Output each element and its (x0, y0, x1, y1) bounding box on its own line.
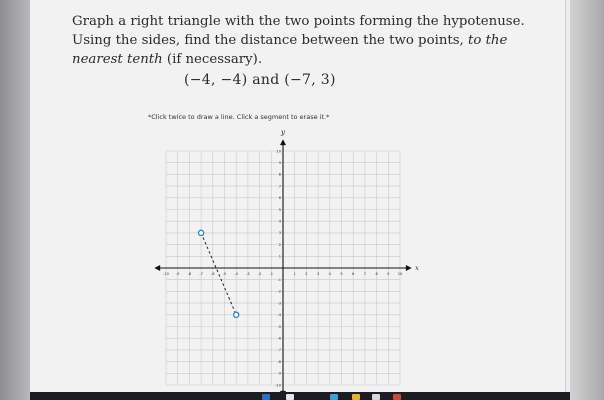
question-card (30, 0, 566, 392)
y-tick-label: 10 (276, 149, 281, 154)
coordinate-graph[interactable] (126, 126, 419, 392)
y-tick-label: 5 (278, 207, 281, 212)
x-tick-label: 5 (340, 272, 343, 276)
y-tick-label: 7 (278, 184, 281, 189)
taskbar-app-icon[interactable] (286, 394, 294, 400)
y-tick-label: -9 (277, 371, 281, 376)
monitor-right-bezel (570, 0, 604, 400)
x-tick-label: -2 (257, 272, 262, 276)
taskbar (30, 392, 570, 400)
x-tick-label: 3 (316, 272, 320, 276)
y-tick-label: 3 (278, 231, 281, 236)
x-tick-label: -8 (187, 272, 192, 276)
graph-instruction: *Click twice to draw a line. Click a segment to erase it.* (148, 113, 330, 121)
y-tick-label: 8 (278, 172, 281, 177)
y-tick-label: -10 (275, 383, 281, 388)
question-emphasis: to the nearest tenth (72, 33, 508, 67)
x-tick-label: 10 (397, 272, 403, 276)
question-text (72, 12, 552, 69)
question-part-1: Graph a right triangle with the two points forming the hypotenuse. Using the sides, find the distance between the two points, (72, 14, 525, 48)
plotted-point[interactable] (199, 230, 204, 235)
x-axis-label: x (415, 265, 419, 272)
x-tick-label: 9 (387, 272, 390, 276)
taskbar-app-icon[interactable] (393, 394, 401, 400)
x-tick-label: -6 (211, 272, 215, 276)
x-tick-label: -7 (199, 272, 203, 276)
x-axis-arrow-right (406, 265, 412, 271)
point-one: (−4, −4) (184, 72, 248, 88)
y-tick-label: -7 (277, 348, 281, 353)
y-tick-label: -4 (277, 313, 281, 318)
graph-canvas[interactable] (126, 126, 419, 392)
taskbar-app-icon[interactable] (352, 394, 360, 400)
x-tick-label: 8 (375, 272, 378, 276)
plotted-point[interactable] (234, 312, 239, 317)
y-tick-label: -2 (277, 289, 281, 294)
x-tick-label: -9 (175, 272, 180, 276)
y-tick-label: 2 (278, 242, 281, 247)
x-tick-label: -5 (222, 272, 227, 276)
taskbar-app-icon[interactable] (372, 394, 380, 400)
x-tick-label: -4 (234, 272, 238, 276)
y-tick-label: -3 (277, 301, 281, 306)
points-statement (184, 72, 336, 88)
taskbar-app-icon[interactable] (262, 394, 270, 400)
y-tick-label: -6 (277, 336, 281, 341)
y-tick-label: 1 (278, 254, 281, 259)
monitor-left-bezel (0, 0, 30, 400)
y-tick-label: 4 (278, 219, 281, 224)
question-part-3: (if necessary). (162, 52, 263, 67)
hypotenuse-segment[interactable] (201, 233, 236, 315)
y-tick-label: -8 (277, 359, 281, 364)
x-axis-arrow-left (154, 265, 160, 271)
x-tick-label: 4 (328, 272, 331, 276)
taskbar-app-icon[interactable] (330, 394, 338, 400)
point-two: (−7, 3) (284, 72, 336, 88)
screen (30, 0, 570, 392)
x-tick-label: 6 (352, 272, 355, 276)
y-tick-label: 9 (278, 161, 281, 165)
x-tick-label: -3 (246, 272, 250, 276)
x-tick-label: 2 (305, 272, 308, 276)
y-axis-label: y (281, 128, 285, 137)
y-tick-label: -5 (277, 324, 281, 329)
y-tick-label: 6 (278, 196, 281, 201)
x-tick-label: 7 (363, 272, 367, 276)
x-tick-label: -10 (163, 272, 169, 276)
y-tick-label: -1 (277, 278, 281, 282)
x-tick-label: -1 (269, 272, 274, 276)
points-joiner: and (252, 72, 280, 88)
x-tick-label: 1 (293, 272, 296, 276)
y-axis-arrow-up (280, 139, 286, 145)
